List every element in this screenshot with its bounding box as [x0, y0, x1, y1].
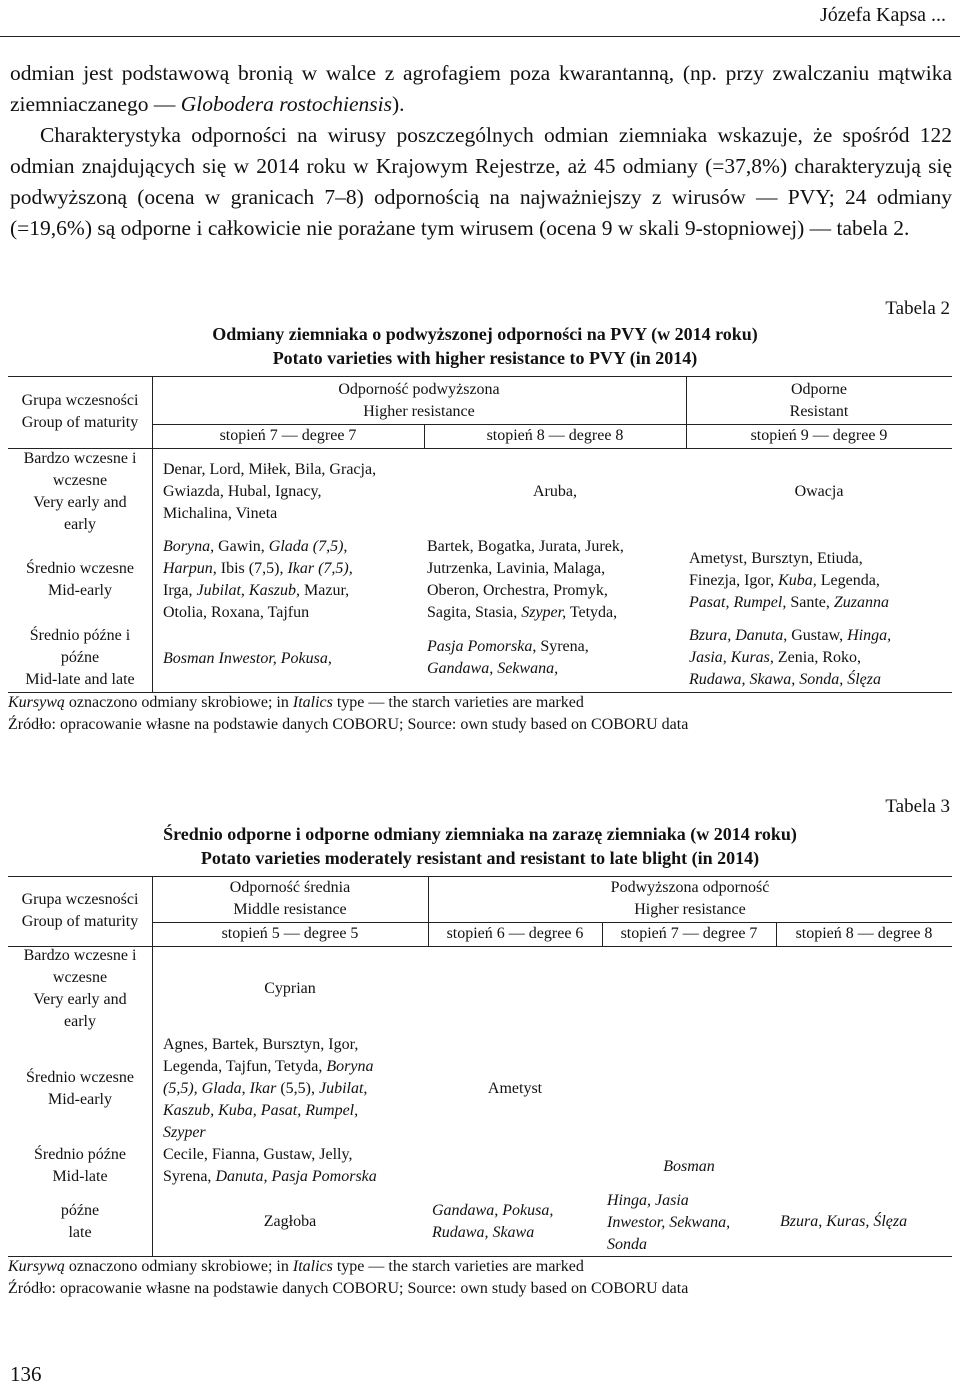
page-number: 136: [10, 1362, 42, 1386]
group-header: Grupa wczesności Group of maturity: [21, 891, 139, 930]
degree-7-header: stopień 7 — degree 7: [620, 925, 758, 942]
table-title: Średnio odporne i odporne odmiany ziemniaka na zarazę ziemniaka (w 2014 roku) Potato varieties moderately resistant and resistant to late blight (in 2014): [163, 824, 797, 868]
paragraph-1: odmian jest podstawową bronią w walce z agrofagiem poza kwarantanną, (np. przy zwalczaniu mątwika ziemniaczanego — Globodera rostochiensis).: [10, 61, 952, 116]
group-header: Grupa wczesności Group of maturity: [21, 392, 139, 431]
varieties-cell: Bosman: [663, 1158, 715, 1175]
varieties-cell: Zagłoba: [263, 1213, 317, 1230]
table-title: Odmiany ziemniaka o podwyższonej odporności na PVY (w 2014 roku) Potato varieties with higher resistance to PVY (in 2014): [212, 324, 758, 368]
running-header: [0, 0, 960, 37]
varieties-cell: Ametyst, Bursztyn, Etiuda, Finezja, Igor, Kuba, Legenda, Pasat, Rumpel, Sante, Zuzanna: [689, 550, 889, 611]
varieties-cell: Cyprian: [264, 980, 316, 997]
table-label: Tabela 2: [885, 298, 950, 319]
varieties-cell: Pasja Pomorska, Syrena, Gandawa, Sekwana,: [427, 638, 589, 677]
table-row: Średnio wczesne Mid-early: [26, 560, 134, 599]
table-note: Kursywą oznaczono odmiany skrobiowe; in Italics type — the starch varieties are marked Źródło: opracowanie własne na podstawie danych COBORU; Source: own study based on COBORU data: [8, 694, 689, 733]
body-text: [10, 58, 952, 244]
varieties-cell: Bzura, Danuta, Gustaw, Hinga, Jasia, Kuras, Zenia, Roko, Rudawa, Skawa, Sonda, Ślęza: [689, 627, 892, 688]
varieties-cell: Bosman Inwestor, Pokusa,: [163, 650, 332, 667]
degree-5-header: stopień 5 — degree 5: [221, 925, 359, 942]
table-row: Średnio późne i późne Mid-late and late: [25, 627, 135, 688]
higher-resistance-header: Podwyższona odporność Higher resistance: [610, 879, 770, 918]
table-label: Tabela 3: [885, 796, 950, 817]
paragraph-2: Charakterystyka odporności na wirusy poszczególnych odmian ziemniaka wskazuje, że spośród 122 odmian znajdujących się w 2014 roku w Krajowym Rejestrze, aż 45 odmiany (=37,8%) charakteryzują się podwyższoną (ocena w granicach 7–8) odpornością na najważniejszy z wirusów — PVY; 24 odmiany (=19,6%) są odporne i całkowicie nie porażane tym wirusem (ocena 9 w skali 9-stopniowej) — tabela 2.: [10, 123, 953, 240]
varieties-cell: Ametyst: [487, 1080, 543, 1097]
table-row: Średnio wczesne Mid-early: [26, 1069, 134, 1108]
table-row: Średnio późne Mid-late: [34, 1146, 126, 1185]
table-row: późne late: [60, 1202, 100, 1241]
degree-6-header: stopień 6 — degree 6: [446, 925, 584, 942]
table-note: Kursywą oznaczono odmiany skrobiowe; in Italics type — the starch varieties are marked Źródło: opracowanie własne na podstawie danych COBORU; Source: own study based on COBORU data: [8, 1258, 689, 1297]
table-row: Bardzo wczesne i wczesne Very early and early: [23, 947, 137, 1030]
varieties-cell: Boryna, Gawin, Glada (7,5), Harpun, Ibis (7,5), Ikar (7,5), Irga, Jubilat, Kaszub, Mazur, Otolia, Roxana, Tajfun: [163, 538, 353, 621]
varieties-cell: Aruba,: [533, 483, 577, 500]
running-title: Józefa Kapsa ...: [819, 4, 946, 26]
varieties-cell: Gandawa, Pokusa, Rudawa, Skawa: [432, 1202, 554, 1241]
table-row: Bardzo wczesne i wczesne Very early and early: [23, 450, 137, 533]
degree-9-header: stopień 9 — degree 9: [750, 427, 888, 444]
varieties-cell: Cecile, Fianna, Gustaw, Jelly, Syrena, Danuta, Pasja Pomorska: [163, 1146, 377, 1185]
degree-8-header: stopień 8 — degree 8: [795, 925, 933, 942]
varieties-cell: Owacja: [794, 483, 844, 500]
degree-8-header: stopień 8 — degree 8: [486, 427, 624, 444]
varieties-cell: Denar, Lord, Miłek, Bila, Gracja, Gwiazda, Hubal, Ignacy, Michalina, Vineta: [163, 461, 377, 522]
varieties-cell: Bzura, Kuras, Ślęza: [780, 1213, 908, 1230]
middle-resistance-header: Odporność średnia Middle resistance: [229, 879, 351, 918]
degree-7-header: stopień 7 — degree 7: [219, 427, 357, 444]
resistant-header: Odporne Resistant: [789, 381, 849, 420]
varieties-cell: Bartek, Bogatka, Jurata, Jurek, Jutrzenka, Lavinia, Malaga, Oberon, Orchestra, Promyk, Sagita, Stasia, Szyper, Tetyda,: [427, 538, 624, 621]
varieties-cell: Agnes, Bartek, Bursztyn, Igor, Legenda, Tajfun, Tetyda, Boryna (5,5), Glada, Ikar (5,5), Jubilat, Kaszub, Kuba, Pasat, Rumpel, Szyper: [163, 1036, 374, 1141]
higher-resistance-header: Odporność podwyższona Higher resistance: [338, 381, 500, 420]
varieties-cell: Hinga, Jasia Inwestor, Sekwana, Sonda: [607, 1192, 731, 1253]
